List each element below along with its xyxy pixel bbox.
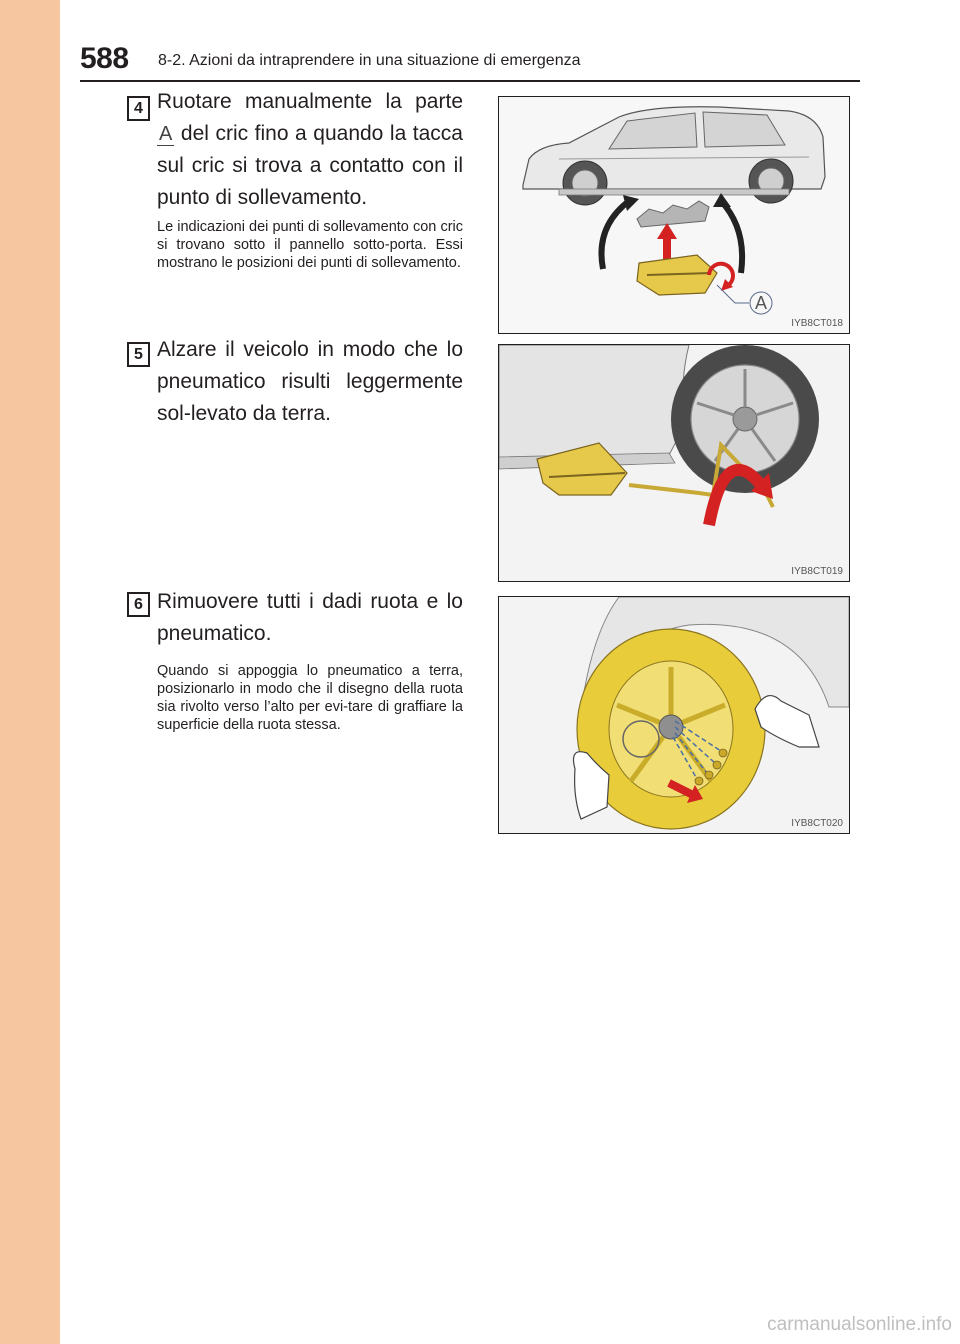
section-title: 8-2. Azioni da intraprendere in una situazione di emergenza — [158, 52, 581, 69]
remove-wheel-illustration — [499, 597, 849, 833]
page-header — [80, 40, 860, 80]
header-rule — [80, 80, 860, 82]
step-4-inline-label: A — [159, 123, 173, 145]
watermark: carmanualsonline.info — [767, 1314, 952, 1335]
step-4-note: Le indicazioni dei punti di sollevamento con cric si trovano sotto il pannello sotto-porta. Essi mostrano le posizioni dei punti di sollevamento. — [157, 219, 463, 271]
raise-vehicle-illustration — [499, 345, 849, 581]
step-6-note: Quando si appoggia lo pneumatico a terra, posizionarlo in modo che il disegno della ruota sia rivolto verso l’alto per evi-tare di graffiare la superficie della ruota stessa. — [157, 663, 463, 733]
figure-jack-lift-point — [498, 96, 850, 334]
side-tab — [0, 0, 60, 1344]
step-6-instruction: Rimuovere tutti i dadi ruota e lo pneumatico. — [157, 590, 463, 645]
step-4-text-after: del cric fino a quando la tacca sul cric si trova a contatto con il punto di sollevamento. — [157, 122, 463, 209]
step-5-instruction: Alzare il veicolo in modo che lo pneumatico risulti leggermente sol-levato da terra. — [157, 338, 463, 425]
figure-label-a: A — [755, 293, 768, 313]
car-jack-illustration — [499, 97, 849, 333]
figure-raise-vehicle — [498, 344, 850, 582]
figure-remove-wheel — [498, 596, 850, 834]
step-number-5: 5 — [127, 342, 150, 367]
figure-code-020: IYB8CT020 — [791, 818, 843, 829]
page-number: 588 — [80, 42, 129, 75]
step-4-text-before: Ruotare manualmente la parte — [157, 90, 463, 113]
step-4-instruction — [157, 86, 463, 214]
figure-code-019: IYB8CT019 — [791, 566, 843, 577]
step-number-4: 4 — [127, 96, 150, 121]
step-number-6: 6 — [127, 592, 150, 617]
figure-code-018: IYB8CT018 — [791, 318, 843, 329]
